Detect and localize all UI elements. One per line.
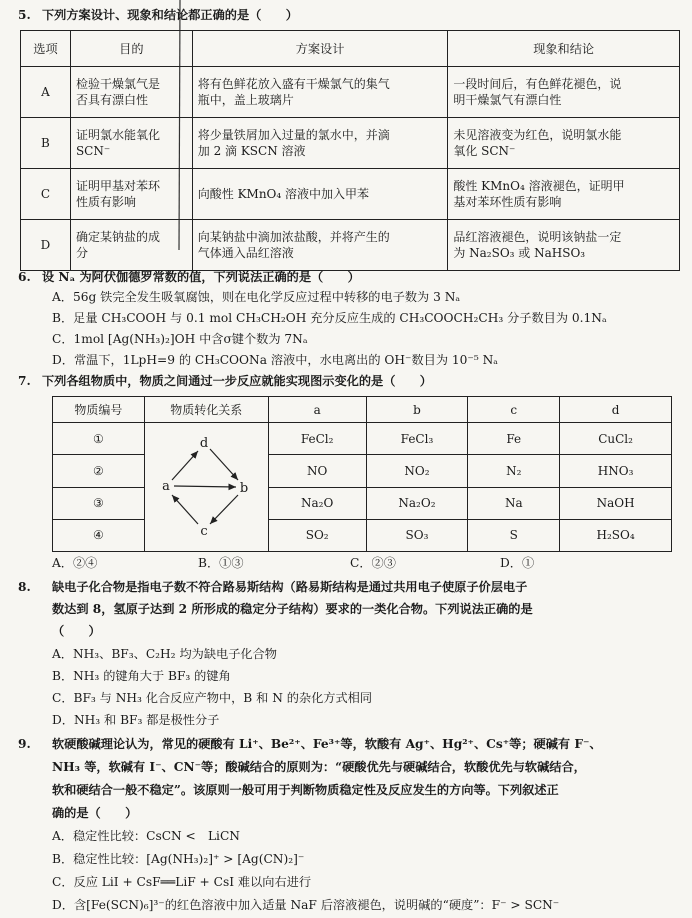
q6-option-c: C．1mol [Ag(NH₃)₂]OH 中含σ键个数为 7Nₐ (52, 332, 308, 346)
q5-row-result: 未见溶液变为红色，说明氯水能 氧化 SCN⁻ (448, 118, 680, 169)
arrow-b-c (210, 495, 238, 524)
q7-header-a: a (268, 397, 366, 423)
q5-header-result: 现象和结论 (448, 31, 680, 67)
q7-option-b: B．①③ (198, 556, 244, 570)
q5-row-id: A (21, 67, 71, 118)
table-row (21, 67, 680, 118)
q7-cell-b: FeCl₃ (366, 423, 468, 455)
q5-row-result: 酸性 KMnO₄ 溶液褪色，证明甲 基对苯环性质有影响 (448, 169, 680, 220)
node-c: c (200, 524, 208, 539)
q7-option-c: C．②③ (350, 556, 396, 570)
q5-row-purpose: 证明氯水能氧化 SCN⁻ (70, 118, 192, 169)
q7-header-id: 物质编号 (53, 397, 145, 423)
q5-table (20, 30, 680, 271)
q7-option-a: A．②④ (52, 556, 98, 570)
conversion-diagram (146, 423, 266, 547)
q8-option-b: B．NH₃ 的键角大于 BF₃ 的键角 (52, 669, 231, 683)
q7-cell-d: NaOH (560, 487, 672, 519)
node-a: a (162, 479, 171, 494)
q9-number: 9. (18, 737, 31, 751)
q8-option-c: C．BF₃ 与 NH₃ 化合反应产物中，B 和 N 的杂化方式相同 (52, 691, 373, 705)
table-row (21, 220, 680, 271)
q7-header-relation: 物质转化关系 (144, 397, 268, 423)
q7-cell-c: Na (468, 487, 560, 519)
q5-header-design: 方案设计 (192, 31, 448, 67)
arrow-d-b (210, 449, 238, 480)
table-row (21, 118, 680, 169)
q7-header-d: d (560, 397, 672, 423)
table-row (53, 423, 672, 455)
arrow-a-b (174, 486, 236, 487)
q7-diagram-cell (144, 423, 268, 552)
q7-table (52, 396, 672, 552)
q7-cell-a: FeCl₂ (268, 423, 366, 455)
q5-row-design: 向酸性 KMnO₄ 溶液中加入甲苯 (192, 169, 448, 220)
q9-option-b: B．稳定性比较：[Ag(NH₃)₂]⁺ > [Ag(CN)₂]⁻ (52, 852, 305, 866)
q7-cell-c: Fe (468, 423, 560, 455)
q8-stem-line-3: （ ） (52, 624, 101, 638)
q7-number: 7. (18, 374, 31, 388)
q7-cell-a: Na₂O (268, 487, 366, 519)
q8-option-a: A．NH₃、BF₃、C₂H₂ 均为缺电子化合物 (52, 647, 277, 661)
q5-row-purpose: 确定某钠盐的成 分 (70, 220, 192, 271)
q7-row-id: ① (53, 423, 145, 455)
q5-row-purpose: 证明甲基对苯环 性质有影响 (70, 169, 192, 220)
q9-stem-line-2: NH₃ 等，软碱有 I⁻、CN⁻等；酸碱结合的原则为：“硬酸优先与硬碱结合，软酸优先与软碱结合， (52, 760, 586, 774)
q5-row-design: 将少量铁屑加入过量的氯水中，并滴 加 2 滴 KSCN 溶液 (192, 118, 448, 169)
q7-cell-b: Na₂O₂ (366, 487, 468, 519)
q8-stem-line-2: 数达到 8，氢原子达到 2 所形成的稳定分子结构）要求的一类化合物。下列说法正确的是 (52, 602, 533, 616)
q5-header-option: 选项 (21, 31, 71, 67)
q5-stem: 下列方案设计、现象和结论都正确的是（ ） (42, 8, 298, 22)
q7-cell-b: SO₃ (366, 519, 468, 551)
q6-number: 6. (18, 270, 31, 284)
q6-stem: 设 Nₐ 为阿伏伽德罗常数的值，下列说法正确的是（ ） (42, 270, 360, 284)
q5-row-purpose: 检验干燥氯气是 否具有漂白性 (70, 67, 192, 118)
node-d: d (200, 436, 209, 451)
q5-row-id: B (21, 118, 71, 169)
q7-row-id: ③ (53, 487, 145, 519)
q7-header-c: c (468, 397, 560, 423)
q7-cell-b: NO₂ (366, 455, 468, 487)
q9-stem-line-3: 软和硬结合一般不稳定”。该原则一般可用于判断物质稳定性及反应发生的方向等。下列叙述正 (52, 783, 559, 797)
arrow-c-a (172, 495, 198, 524)
q7-cell-a: SO₂ (268, 519, 366, 551)
q7-stem: 下列各组物质中，物质之间通过一步反应就能实现图示变化的是（ ） (42, 374, 432, 388)
q8-stem-line-1: 缺电子化合物是指电子数不符合路易斯结构（路易斯结构是通过共用电子使原子价层电子 (52, 580, 528, 594)
q7-cell-c: S (468, 519, 560, 551)
q9-option-d: D．含[Fe(SCN)₆]³⁻的红色溶液中加入适量 NaF 后溶液褪色，说明碱的“硬度”：F⁻ > SCN⁻ (52, 898, 560, 912)
q5-row-design: 向某钠盐中滴加浓盐酸，并将产生的 气体通入品红溶液 (192, 220, 448, 271)
q5-row-design: 将有色鲜花放入盛有干燥氯气的集气 瓶中，盖上玻璃片 (192, 67, 448, 118)
q7-row-id: ④ (53, 519, 145, 551)
q7-header-b: b (366, 397, 468, 423)
q6-option-a: A．56g 铁完全发生吸氧腐蚀，则在电化学反应过程中转移的电子数为 3 Nₐ (52, 290, 461, 304)
q7-option-d: D．① (500, 556, 535, 570)
q7-cell-d: H₂SO₄ (560, 519, 672, 551)
q6-option-d: D．常温下，1LpH=9 的 CH₃COONa 溶液中，水电离出的 OH⁻数目为 10⁻⁵ Nₐ (52, 353, 498, 367)
q5-number: 5. (18, 8, 31, 22)
q9-stem-line-4: 确的是（ ） (52, 806, 138, 820)
q7-cell-d: CuCl₂ (560, 423, 672, 455)
q6-option-b: B．足量 CH₃COOH 与 0.1 mol CH₃CH₂OH 充分反应生成的 CH₃COOCH₂CH₃ 分子数目为 0.1Nₐ (52, 311, 607, 325)
q5-row-id: D (21, 220, 71, 271)
q5-row-result: 一段时间后，有色鲜花褪色，说 明干燥氯气有漂白性 (448, 67, 680, 118)
q7-row-id: ② (53, 455, 145, 487)
q5-row-result: 品红溶液褪色，说明该钠盐一定 为 Na₂SO₃ 或 NaHSO₃ (448, 220, 680, 271)
q5-row-id: C (21, 169, 71, 220)
q9-stem-line-1: 软硬酸碱理论认为，常见的硬酸有 Li⁺、Be²⁺、Fe³⁺等，软酸有 Ag⁺、Hg²⁺、Cs⁺等；硬碱有 F⁻、 (52, 737, 602, 751)
q8-number: 8. (18, 580, 31, 594)
q8-option-d: D．NH₃ 和 BF₃ 都是极性分子 (52, 713, 220, 727)
node-b: b (240, 481, 249, 496)
q5-header-purpose: 目的 (70, 31, 192, 67)
q7-cell-d: HNO₃ (560, 455, 672, 487)
table-row (21, 169, 680, 220)
q7-cell-c: N₂ (468, 455, 560, 487)
q9-option-c: C．反应 LiI + CsF══LiF + CsI 难以向右进行 (52, 875, 312, 889)
q7-cell-a: NO (268, 455, 366, 487)
arrow-a-d (172, 451, 198, 480)
q9-option-a: A．稳定性比较：CsCN < LiCN (52, 829, 240, 843)
